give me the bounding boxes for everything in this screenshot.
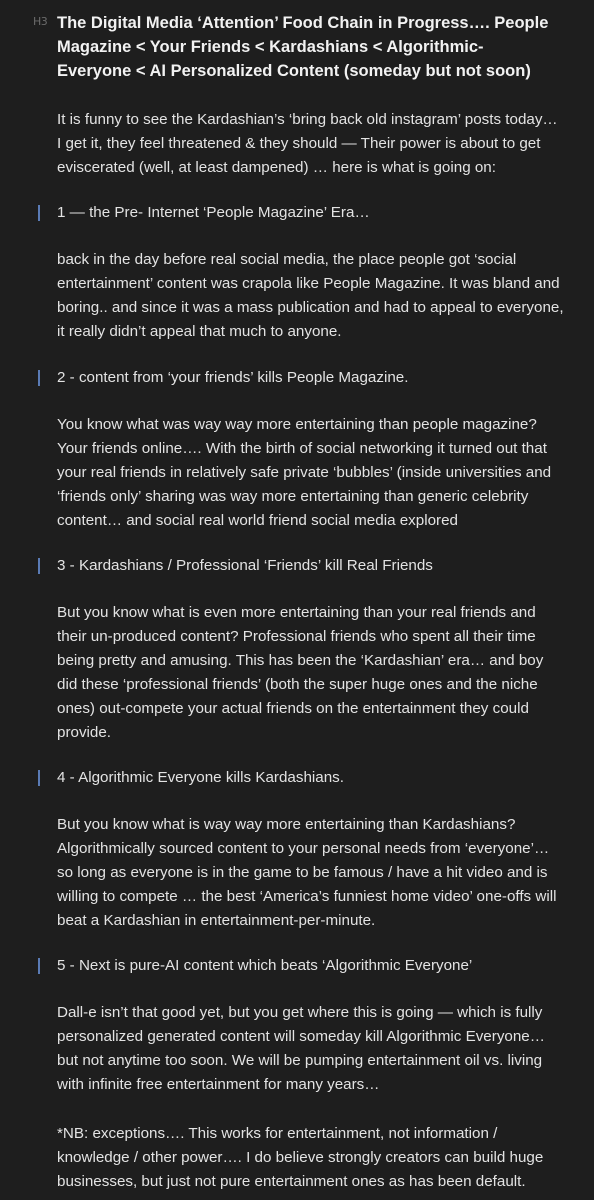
section-5-quote-bar (38, 958, 40, 974)
section-4-body[interactable]: But you know what is way way more entertaining than Kardashians? Algorithmically sourced content to your personal needs from ‘everyone’… so long as everyone is in the game to be famous / have a hit video and is willing to compete … the best ‘America’s funniest home video’ one-offs will beat a Kardashian in entertainment-per-minute. (57, 816, 557, 929)
section-2-body[interactable]: You know what was way way more entertaining than people magazine? Your friends online…. With the birth of social networking it turned out that your real friends in relatively safe private ‘bubbles’ (inside universities and ‘friends only’ sharing was way more entertaining than generic celebrity content… and social real world friend social media explored (57, 416, 552, 529)
section-1-body[interactable]: back in the day before real social media, the place people got ‘social entertainment’ content was crapola like People Magazine. It was bland and boring.. and since it was a mass publication and had to appeal to everyone, it really didn’t appeal that much to anyone. (57, 251, 564, 340)
section-3-quote-bar (38, 558, 40, 574)
section-4-title[interactable]: 4 - Algorithmic Everyone kills Kardashians. (57, 769, 344, 786)
footnote-paragraph[interactable]: *NB: exceptions…. This works for entertainment, not information / knowledge / other power…. I do believe strongly creators can build huge businesses, but just not pure entertainment ones as has been default. (57, 1125, 544, 1190)
intro-paragraph[interactable]: It is funny to see the Kardashian’s ‘bring back old instagram’ posts today… I get it, they feel threatened & they should — Their power is about to get eviscerated (well, at least dampened) … here is what is going on: (57, 111, 558, 176)
section-2-quote-bar (38, 370, 40, 386)
heading-level-marker: H3 (33, 15, 48, 28)
section-2-title[interactable]: 2 - content from ‘your friends’ kills People Magazine. (57, 369, 409, 386)
section-3-body[interactable]: But you know what is even more entertaining than your real friends and their un-produced content? Professional friends who spent all their time being pretty and amusing. This has been the ‘Kardashian’ era… and boy did these ‘professional friends’ (both the super huge ones and the niche ones) out-compete your actual friends on the entertainment they could provide. (57, 604, 544, 741)
section-5-body[interactable]: Dall-e isn’t that good yet, but you get where this is going — which is fully personalized generated content will someday kill Algorithmic Everyone… but not anytime too soon. We will be pumping entertainment oil vs. living with infinite free entertainment for many years… (57, 1004, 545, 1093)
section-4-quote-bar (38, 770, 40, 786)
note-heading[interactable]: The Digital Media ‘Attention’ Food Chain in Progress…. People Magazine < Your Friends < Kardashians < Algorithmic-Everyone < AI Personalized Content (someday but not soon) (57, 14, 549, 80)
section-5-title[interactable]: 5 - Next is pure-AI content which beats ‘Algorithmic Everyone’ (57, 957, 473, 974)
section-1-quote-bar (38, 205, 40, 221)
section-3-title[interactable]: 3 - Kardashians / Professional ‘Friends’ kill Real Friends (57, 557, 433, 574)
section-1-title[interactable]: 1 — the Pre- Internet ‘People Magazine’ Era… (57, 204, 370, 221)
